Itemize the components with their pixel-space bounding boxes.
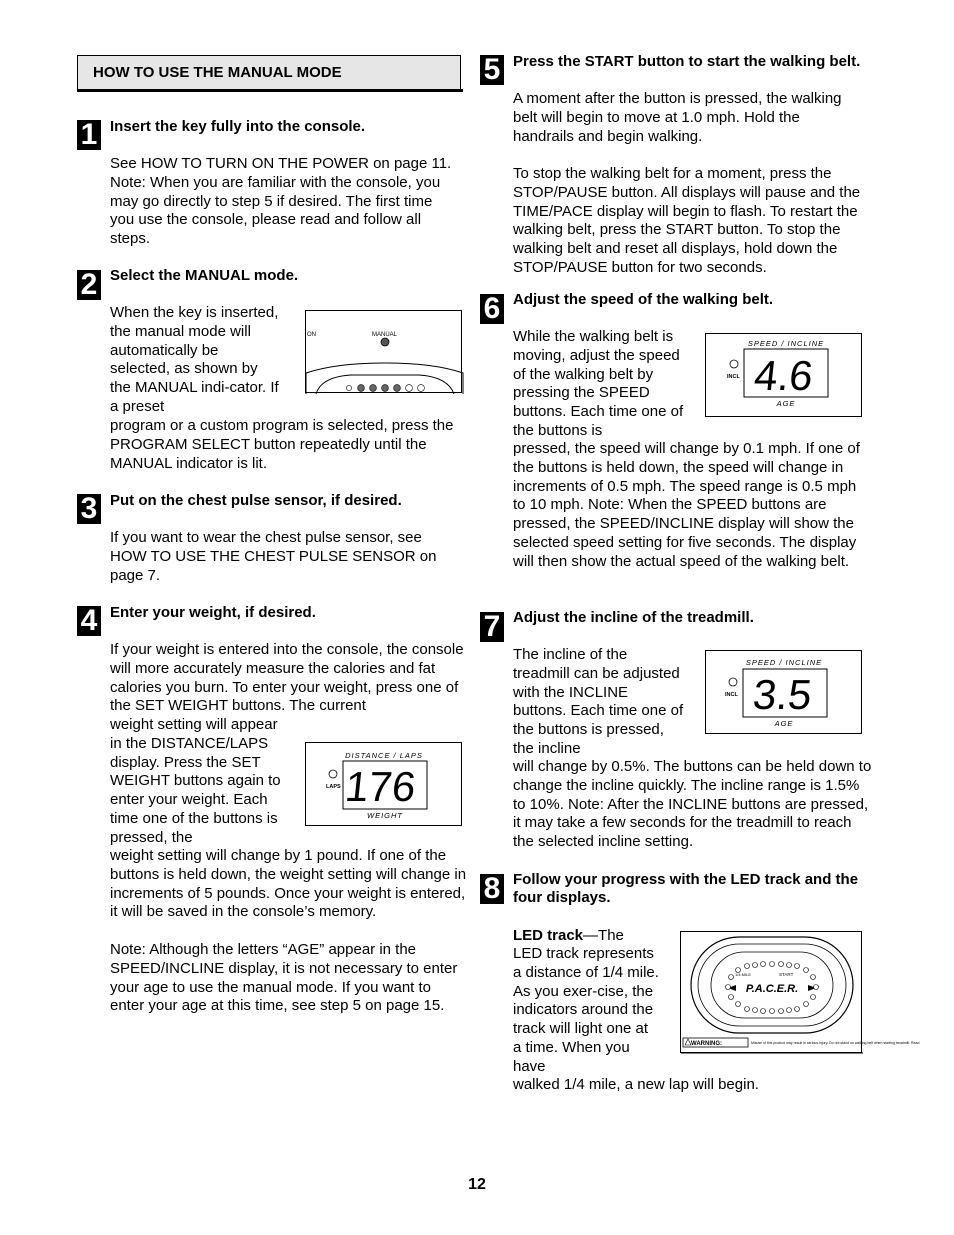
- incline-value: 3.5: [750, 671, 815, 718]
- step-4-number: 4: [77, 606, 101, 636]
- step-4-body-top: If your weight is entered into the console, the console will more accurately measure the calories and fat calories you burn. To enter your weight, press one of the SET WEIGHT buttons. The current: [110, 641, 464, 715]
- speed-incline-label: SPEED / INCLINE: [747, 339, 825, 348]
- step-8-title: Follow your progress with the LED track and the four displays.: [513, 871, 859, 906]
- step-1-title: Insert the key fully into the console.: [110, 118, 366, 135]
- step-3-number: 3: [77, 494, 101, 524]
- step-7-body-narrow: The incline of the treadmill can be adjusted with the INCLINE buttons. Each time one of the buttons is pressed, the incline: [513, 646, 684, 757]
- step-1-number: 1: [77, 120, 101, 150]
- step-5-body-2: To stop the walking belt for a moment, press the STOP/PAUSE button. All displays will pause and the TIME/PACE display will begin to flash. To restart the walking belt, press the START button. To stop the walking belt and reset all displays, hold down the STOP/PAUSE button for two seconds.: [513, 165, 861, 276]
- on-label: ON: [307, 332, 316, 338]
- incline-display-figure: [705, 650, 862, 734]
- led-track-label: LED track: [513, 927, 584, 944]
- step-7-number: 7: [480, 612, 504, 642]
- warning-label: WARNING:: [691, 1041, 722, 1047]
- warning-text: Misuse of this product may result in serious injury. Do not stand on walking belt when starting treadmill. Read: [751, 1041, 920, 1045]
- section-title: HOW TO USE THE MANUAL MODE: [93, 64, 342, 81]
- step-7-body-wide: will change by 0.5%. The buttons can be held down to change the incline quickly. The incline range is 1.5% to 10%. Note: After the INCLINE buttons are pressed, it may take a few seconds for the treadmill to reach the selected incline setting.: [513, 758, 872, 851]
- weight-display-figure: [305, 742, 462, 826]
- step-8-led-intro: [513, 927, 683, 946]
- age-label: AGE: [776, 399, 796, 408]
- step-6-body-narrow: While the walking belt is moving, adjust the speed of the walking belt by pressing the SPEED buttons. Each time one of the buttons is: [513, 328, 684, 439]
- weight-label: WEIGHT: [367, 811, 403, 820]
- step-5-number: 5: [480, 55, 504, 85]
- speed-display-figure: [705, 333, 862, 417]
- manual-indicator-icon: [381, 338, 389, 346]
- incline-indicator-icon-2: [729, 678, 737, 686]
- step-8-number: 8: [480, 874, 504, 904]
- age-label-2: AGE: [774, 719, 794, 728]
- speed-incline-label-2: SPEED / INCLINE: [745, 658, 823, 667]
- start-label: START: [779, 972, 794, 977]
- weight-value: 176: [342, 763, 418, 810]
- header-shadow: [77, 89, 463, 92]
- step-7-title: Adjust the incline of the treadmill.: [513, 609, 754, 626]
- led-track-figure: [680, 931, 920, 1053]
- distance-laps-label: DISTANCE / LAPS: [345, 751, 423, 760]
- section-header: [77, 55, 461, 90]
- step-4-title: Enter your weight, if desired.: [110, 604, 316, 621]
- pacer-logo: P.A.C.E.R.: [745, 983, 799, 995]
- step-2-body-narrow: When the key is inserted, the manual mode will automatically be selected, as shown by the MANUAL indi-cator. If a preset: [110, 304, 279, 415]
- step-3-title: Put on the chest pulse sensor, if desired.: [110, 492, 402, 509]
- step-6-body-wide: pressed, the speed will change by 0.1 mph. If one of the buttons is held down, the speed will change in increments of 0.5 mph. The speed range is 0.5 mph to 10 mph. Note: When the SPEED buttons are pressed, the SPEED/INCLINE display will show the selected speed setting for five seconds. The display will then show the actual speed of the walking belt.: [513, 440, 860, 570]
- speed-value: 4.6: [751, 352, 816, 399]
- incl-label: INCL: [727, 374, 740, 380]
- step-3-body: If you want to wear the chest pulse sensor, see HOW TO USE THE CHEST PULSE SENSOR on page 7.: [110, 529, 437, 584]
- step-4-body-narrow: weight setting will appear in the DISTANCE/LAPS display. Press the SET WEIGHT buttons again to enter your weight. Each time one of the buttons is pressed, the: [110, 716, 281, 846]
- step-8-body-wide: walked 1/4 mile, a new lap will begin.: [513, 1076, 759, 1093]
- lap-label: 1/4 MILE: [735, 972, 752, 977]
- step-6-title: Adjust the speed of the walking belt.: [513, 291, 774, 308]
- step-6-number: 6: [480, 294, 504, 324]
- manual-label: MANUAL: [372, 332, 398, 338]
- step-8-body-narrow: LED track represents a distance of 1/4 mile. As you exer-cise, the indicators around the track will light one at a time. When you have: [513, 945, 659, 1075]
- step-4-body-wide: weight setting will change by 1 pound. If one of the buttons is held down, the weight setting will change in increments of 5 pounds. Once your weight is entered, it will be saved in the console’s memory.: [110, 847, 467, 921]
- laps-label: LAPS: [326, 784, 341, 790]
- step-2-number: 2: [77, 270, 101, 300]
- laps-indicator-icon: [329, 770, 337, 778]
- page-number: 12: [468, 1176, 486, 1193]
- incl-label-2: INCL: [725, 692, 738, 698]
- program-indicator-icons: [346, 385, 424, 392]
- incline-indicator-icon: [730, 360, 738, 368]
- led-track-dash: —The: [583, 927, 624, 944]
- manual-indicator-figure: [305, 310, 462, 393]
- step-5-title: Press the START button to start the walking belt.: [513, 53, 861, 70]
- step-5-body-1: A moment after the button is pressed, the walking belt will begin to move at 1.0 mph. Hold the handrails and begin walking.: [513, 90, 842, 145]
- step-4-note: Note: Although the letters “AGE” appear in the SPEED/INCLINE display, it is not necessary to enter your age to use the manual mode. If you want to enter your age at this time, see step 5 on page 15.: [110, 941, 458, 1015]
- step-1-body: See HOW TO TURN ON THE POWER on page 11. Note: When you are familiar with the console, you may go directly to step 5 if desired. The first time you use the console, please read and follow all steps.: [110, 155, 452, 248]
- step-2-body-wide: program or a custom program is selected, press the PROGRAM SELECT button repeatedly until the MANUAL indicator is lit.: [110, 417, 454, 472]
- step-2-title: Select the MANUAL mode.: [110, 267, 299, 284]
